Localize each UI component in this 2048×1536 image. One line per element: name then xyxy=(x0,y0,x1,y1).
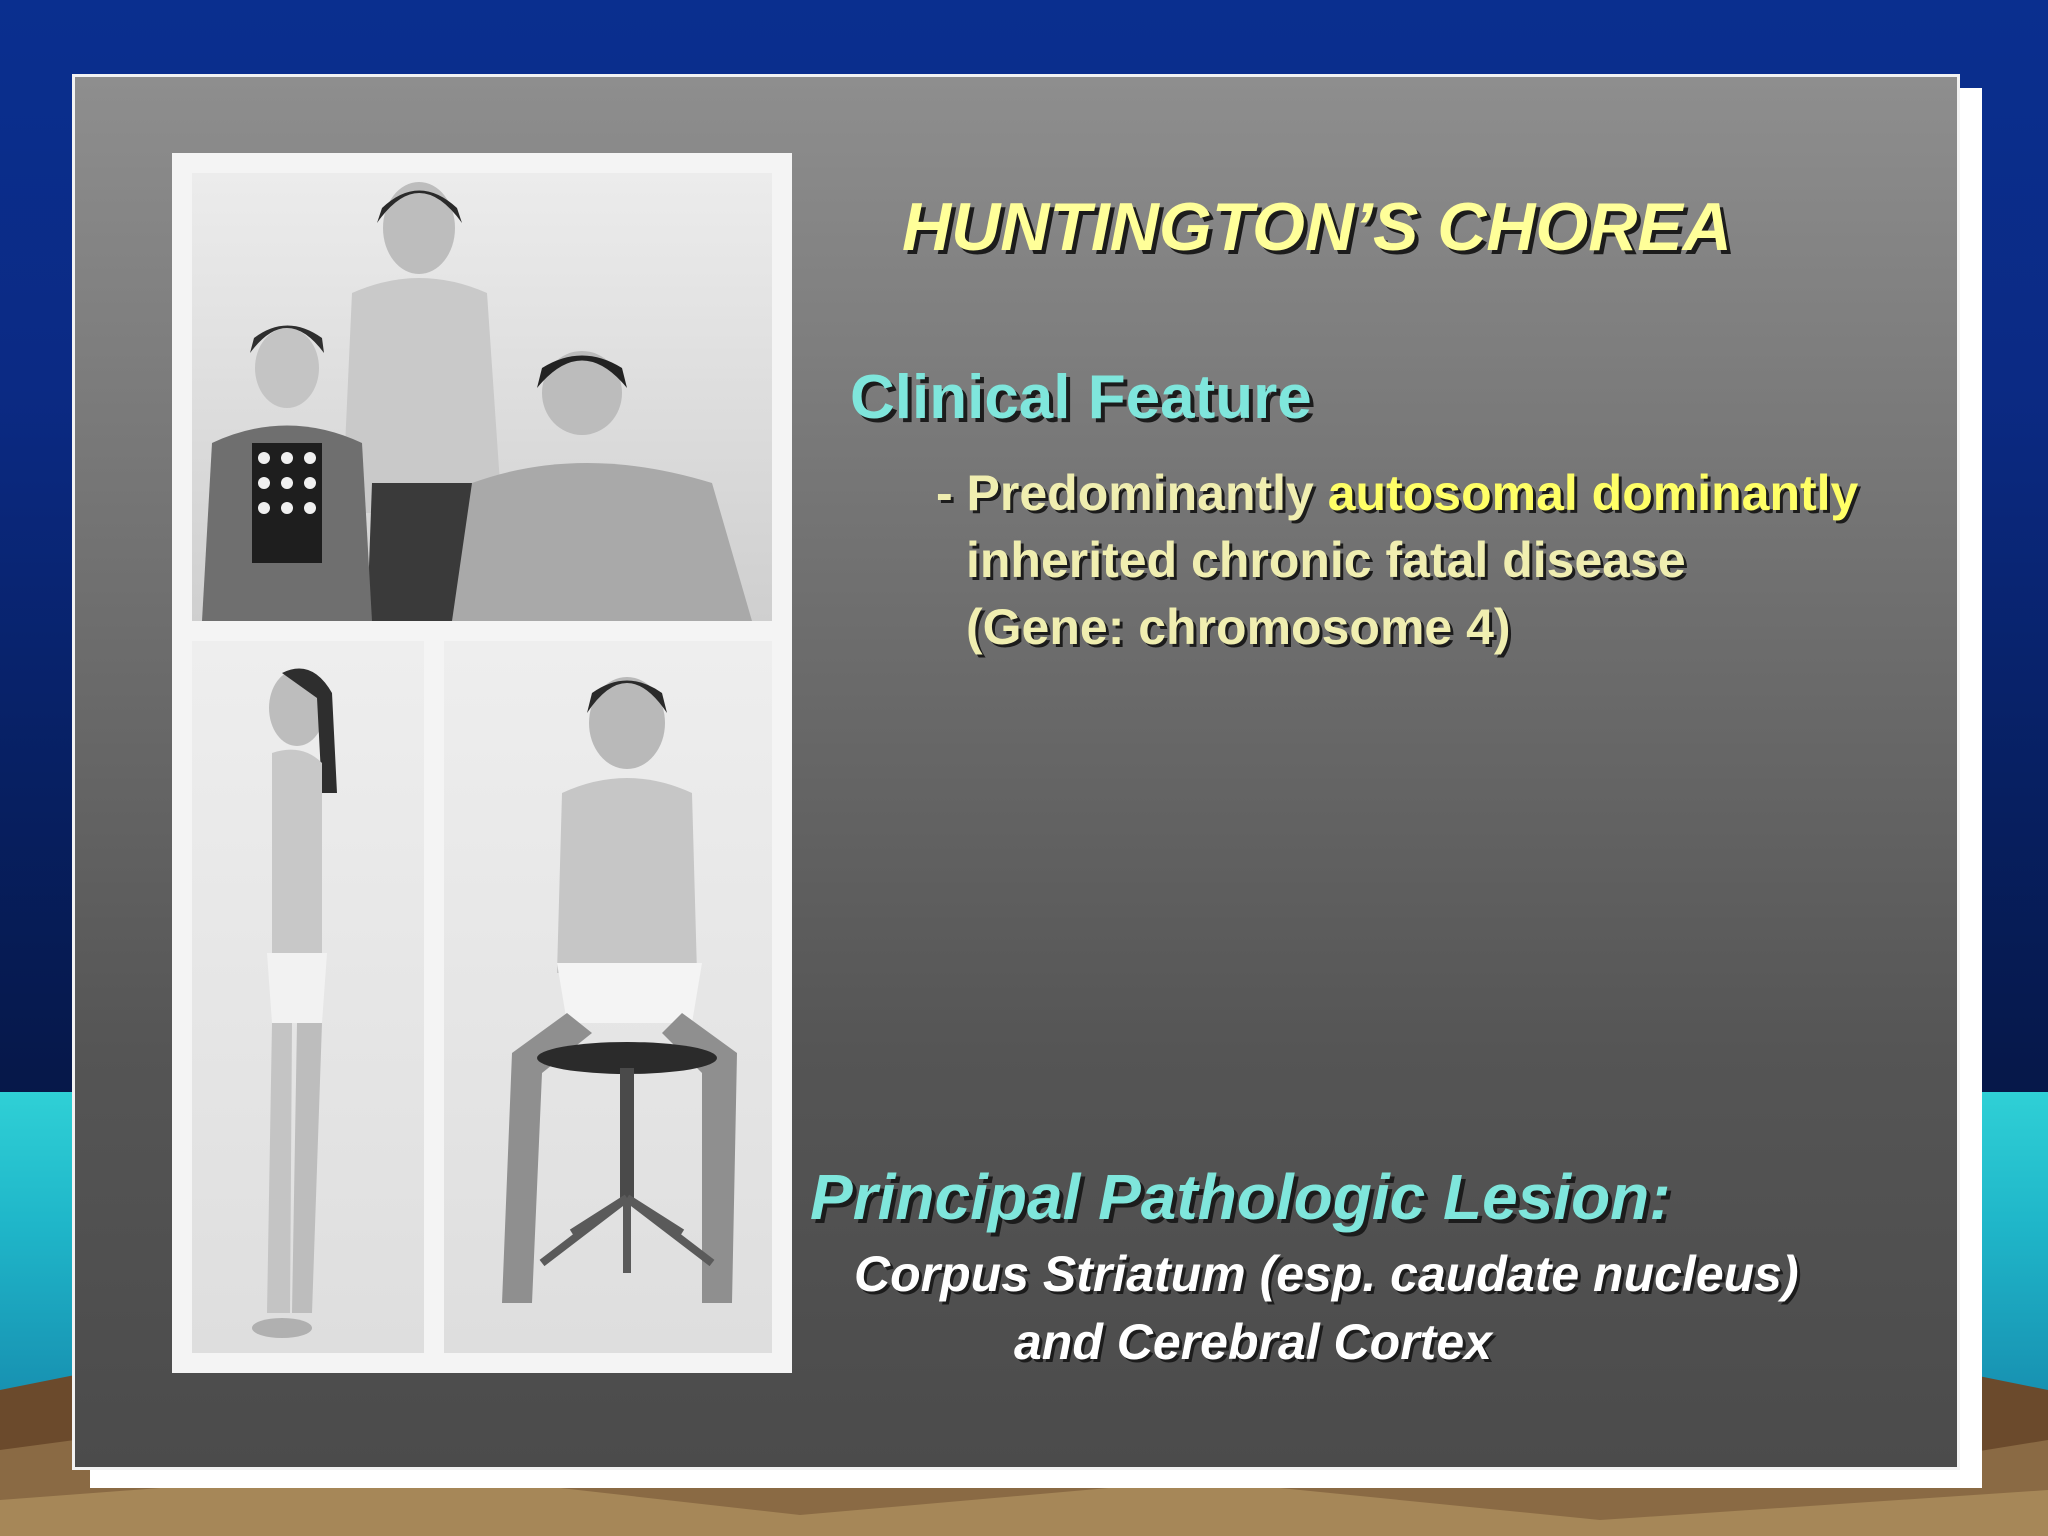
clinical-photographs xyxy=(172,153,792,1373)
slide-title: HUNTINGTON’S CHOREA xyxy=(902,189,1732,265)
bullet-line-2: inherited chronic fatal disease xyxy=(966,532,1686,588)
clinical-feature-heading: Clinical Feature xyxy=(850,363,1312,432)
bullet-line-3: (Gene: chromosome 4) xyxy=(966,599,1511,655)
lesion-line-2: and Cerebral Cortex xyxy=(1014,1314,1492,1370)
clinical-feature-bullet xyxy=(936,460,1858,661)
bullet-text-prefix: - Predominantly xyxy=(936,465,1328,521)
bullet-highlight: autosomal dominantly xyxy=(1327,465,1859,521)
pathologic-lesion-heading: Principal Pathologic Lesion: xyxy=(810,1161,1671,1233)
lesion-line-1: Corpus Striatum (esp. caudate nucleus) xyxy=(854,1246,1799,1302)
pathologic-lesion-text xyxy=(854,1240,1799,1376)
